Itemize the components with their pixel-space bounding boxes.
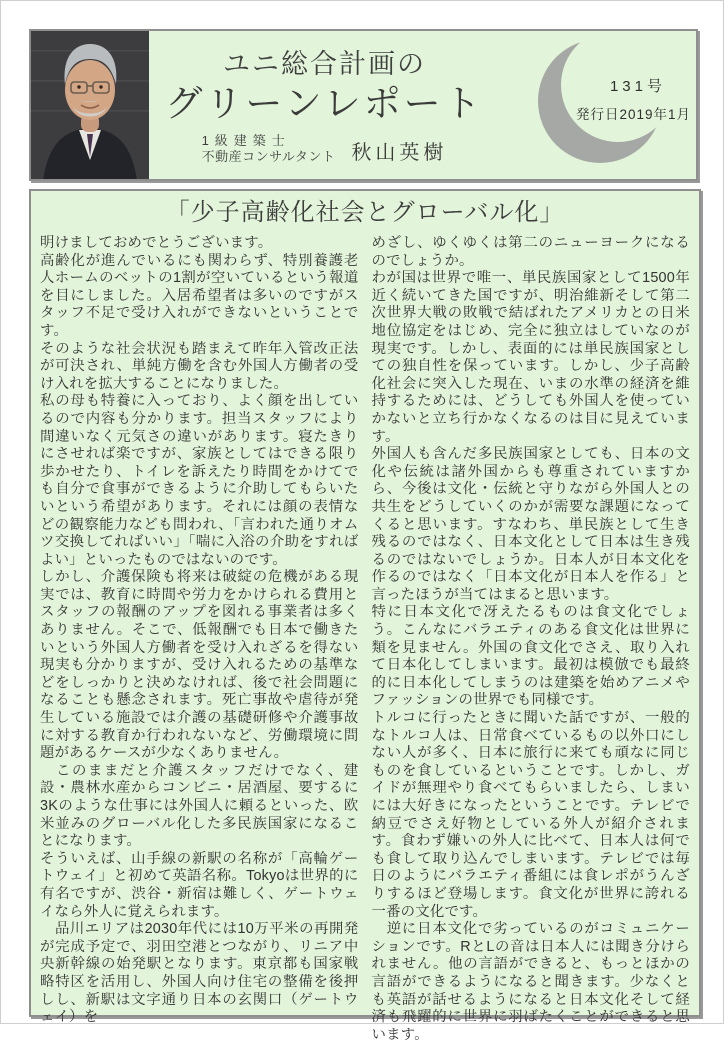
- article-columns: [40, 235, 690, 1044]
- issue-date: 発行日2019年1月: [575, 107, 691, 122]
- paragraph: 私の母も特養に入っており、よく顔を出しているので内容も分かります。担当スタッフにより間違いなく元気さの違いがあります。寝たきりにさせれば楽ですが、家族としてはできる限り歩かせたり、トイレを訴えたり時間をかけてでも自分で食事ができるように介助してもらいたいという希望があります。それには顔の表情などの観察能力なども問われ、「言われた通りオムツ交換してればいい」「喘に入浴の介助をすればよい」といったものではないのです。: [40, 393, 359, 568]
- credential-consultant: 不動産コンサルタント: [201, 149, 336, 165]
- masthead: [149, 31, 500, 179]
- paragraph: そのような社会状況も踏まえて昨年入管改正法が可決され、単純方働を含む外国人方働者の受け入れを拡大することになりました。: [40, 340, 359, 392]
- paragraph: めざし、ゆくゆくは第二のニューヨークになるのでしょうか。: [371, 235, 690, 269]
- paragraph: トルコに行ったときに聞いた話ですが、一般的なトルコ人は、日常食べているもの以外口にしない人が多く、日本に旅行に来ても頑なに同じものを食しているということです。しかし、ガイドが無理やり食べてもらいましたら、しまいには大好きになったということです。テレビで納豆でさえ好物としている外人が紹介されます。食わず嫌いの外人に比べて、日本人は何でも食して取り込んでしまいます。テレビでは毎日のようにバラエティ番組には食レポがうんざりするほど登場します。食文化が世界に誇れる一番の文化です。: [371, 710, 690, 920]
- right-column: [372, 235, 691, 1044]
- newsletter-title: グリーンレポート: [165, 82, 484, 124]
- article-headline: 「少子高齢化社会とグローバル化」: [165, 199, 565, 226]
- paragraph: 特に日本文化で冴えたるものは食文化でしょう。こんなにバラエティのある食文化は世界に類を見ません。外国の食文化でさえ、取り入れて日本化してしまいます。最初は模倣でも最終的に日本化してしまうのは建築を始めアニメやファッションの世界でも同様です。: [371, 604, 690, 709]
- issue-info: [500, 31, 696, 179]
- article-body: [29, 189, 701, 1043]
- paragraph: そういえば、山手線の新駅の名称が「高輪ゲートウェイ」と初めて英語名称。Tokyoは世界的に有名ですが、渋谷・新宿は難しく、ゲートウェイなら外人に覚えられます。: [40, 850, 359, 920]
- paragraph: 品川エリアは2030年代には10万平米の再開発が完成予定で、羽田空港とつながり、リニア中央新幹線の始発駅となります。東京都も国家戦略特区を活用し、外国人向け住宅の整備を後押しし、新駅は文字通り日本の玄関口（ゲートウェイ）を: [40, 921, 359, 1026]
- paragraph: わが国は世界で唯一、単民族国家として1500年近く続いてきた国ですが、明治維新そして第二次世界大戦の敗戦で結ばれたアメリカとの日米地位協定をはじめ、完全に独立はしていなのが現実です。しかし、表面的には単民族国家としての独自性を保っています。しかし、少子高齢化社会に突入した現在、いまの水準の経済を維持するためには、どうしても外国人を使っていかないと立ち行かなくなるのは目に見えています。: [371, 270, 690, 445]
- author-name: 秋山英樹: [351, 142, 448, 165]
- paragraph: しかし、介護保険も将来は破綻の危機がある現実では、教育に時間や労力をかけられる費用とスタッフの報酬のアップを図れる事業者は多くありません。そこで、低報酬でも日本で働きたいという外国人方働者を受け入れざるを得ない現実も分かりますが、受け入れるための基準などをしっかりと決めなければ、後で社会問題になることも懸念されます。死亡事故や虐待が発生している施設では介護の基礎研修や介護事故に対する教育か行われないなど、労働環境に問題があるケースが少なくありません。: [40, 569, 359, 762]
- newsletter-supertitle: ユニ総合計画の: [223, 48, 426, 79]
- paragraph: 明けましておめでとうございます。: [40, 235, 273, 251]
- paragraph: 高齢化が進んでいるにも関わらず、特別養護老人ホームのベットの1割が空いているという報道を目にしました。入居希望者は多いのですがスタッフ不足で受け入れができないということです。: [40, 252, 359, 339]
- paragraph: 外国人も含んだ多民族国家としても、日本の文化や伝統は諸外国からも尊重されていますから、今後は文化・伝統と守りながら外国人との共生をどうしていくのかが需要な課題になってくると思います。すなわち、単民族として生き残るのではなく、日本文化として日本は生き残るのではないでしょうか。日本人が日本文化を作るのではなく「日本文化が日本人を作る」と言ったほうが当てはまると思います。: [371, 446, 690, 603]
- newsletter-header: [29, 29, 698, 181]
- paragraph: このままだと介護スタッフだけでなく、建設・農林水産からコンビニ・居酒屋、要するに3Kのような仕事には外国人に頼るといった、欧米並みのグローバル化した多民族国家になることになります。: [40, 762, 359, 850]
- credential-architect: 1級建築士: [201, 132, 291, 148]
- author-portrait-photo: [31, 31, 149, 179]
- issue-number: 131号: [609, 78, 666, 95]
- author-row: [202, 133, 448, 166]
- paragraph: 逆に日本文化で劣っているのがコミュニケーションです。RとLの音は日本人には聞き分けられません。他の言語ができると、もっとほかの言語ができるようになると聞きます。少なくとも英語が話せるようになると日本文化そして経済も飛躍的に世界に羽ばたくことができると思います。: [371, 921, 690, 1043]
- portrait-illustration: [31, 31, 149, 179]
- author-credentials: [202, 133, 336, 166]
- left-column: [40, 235, 359, 1044]
